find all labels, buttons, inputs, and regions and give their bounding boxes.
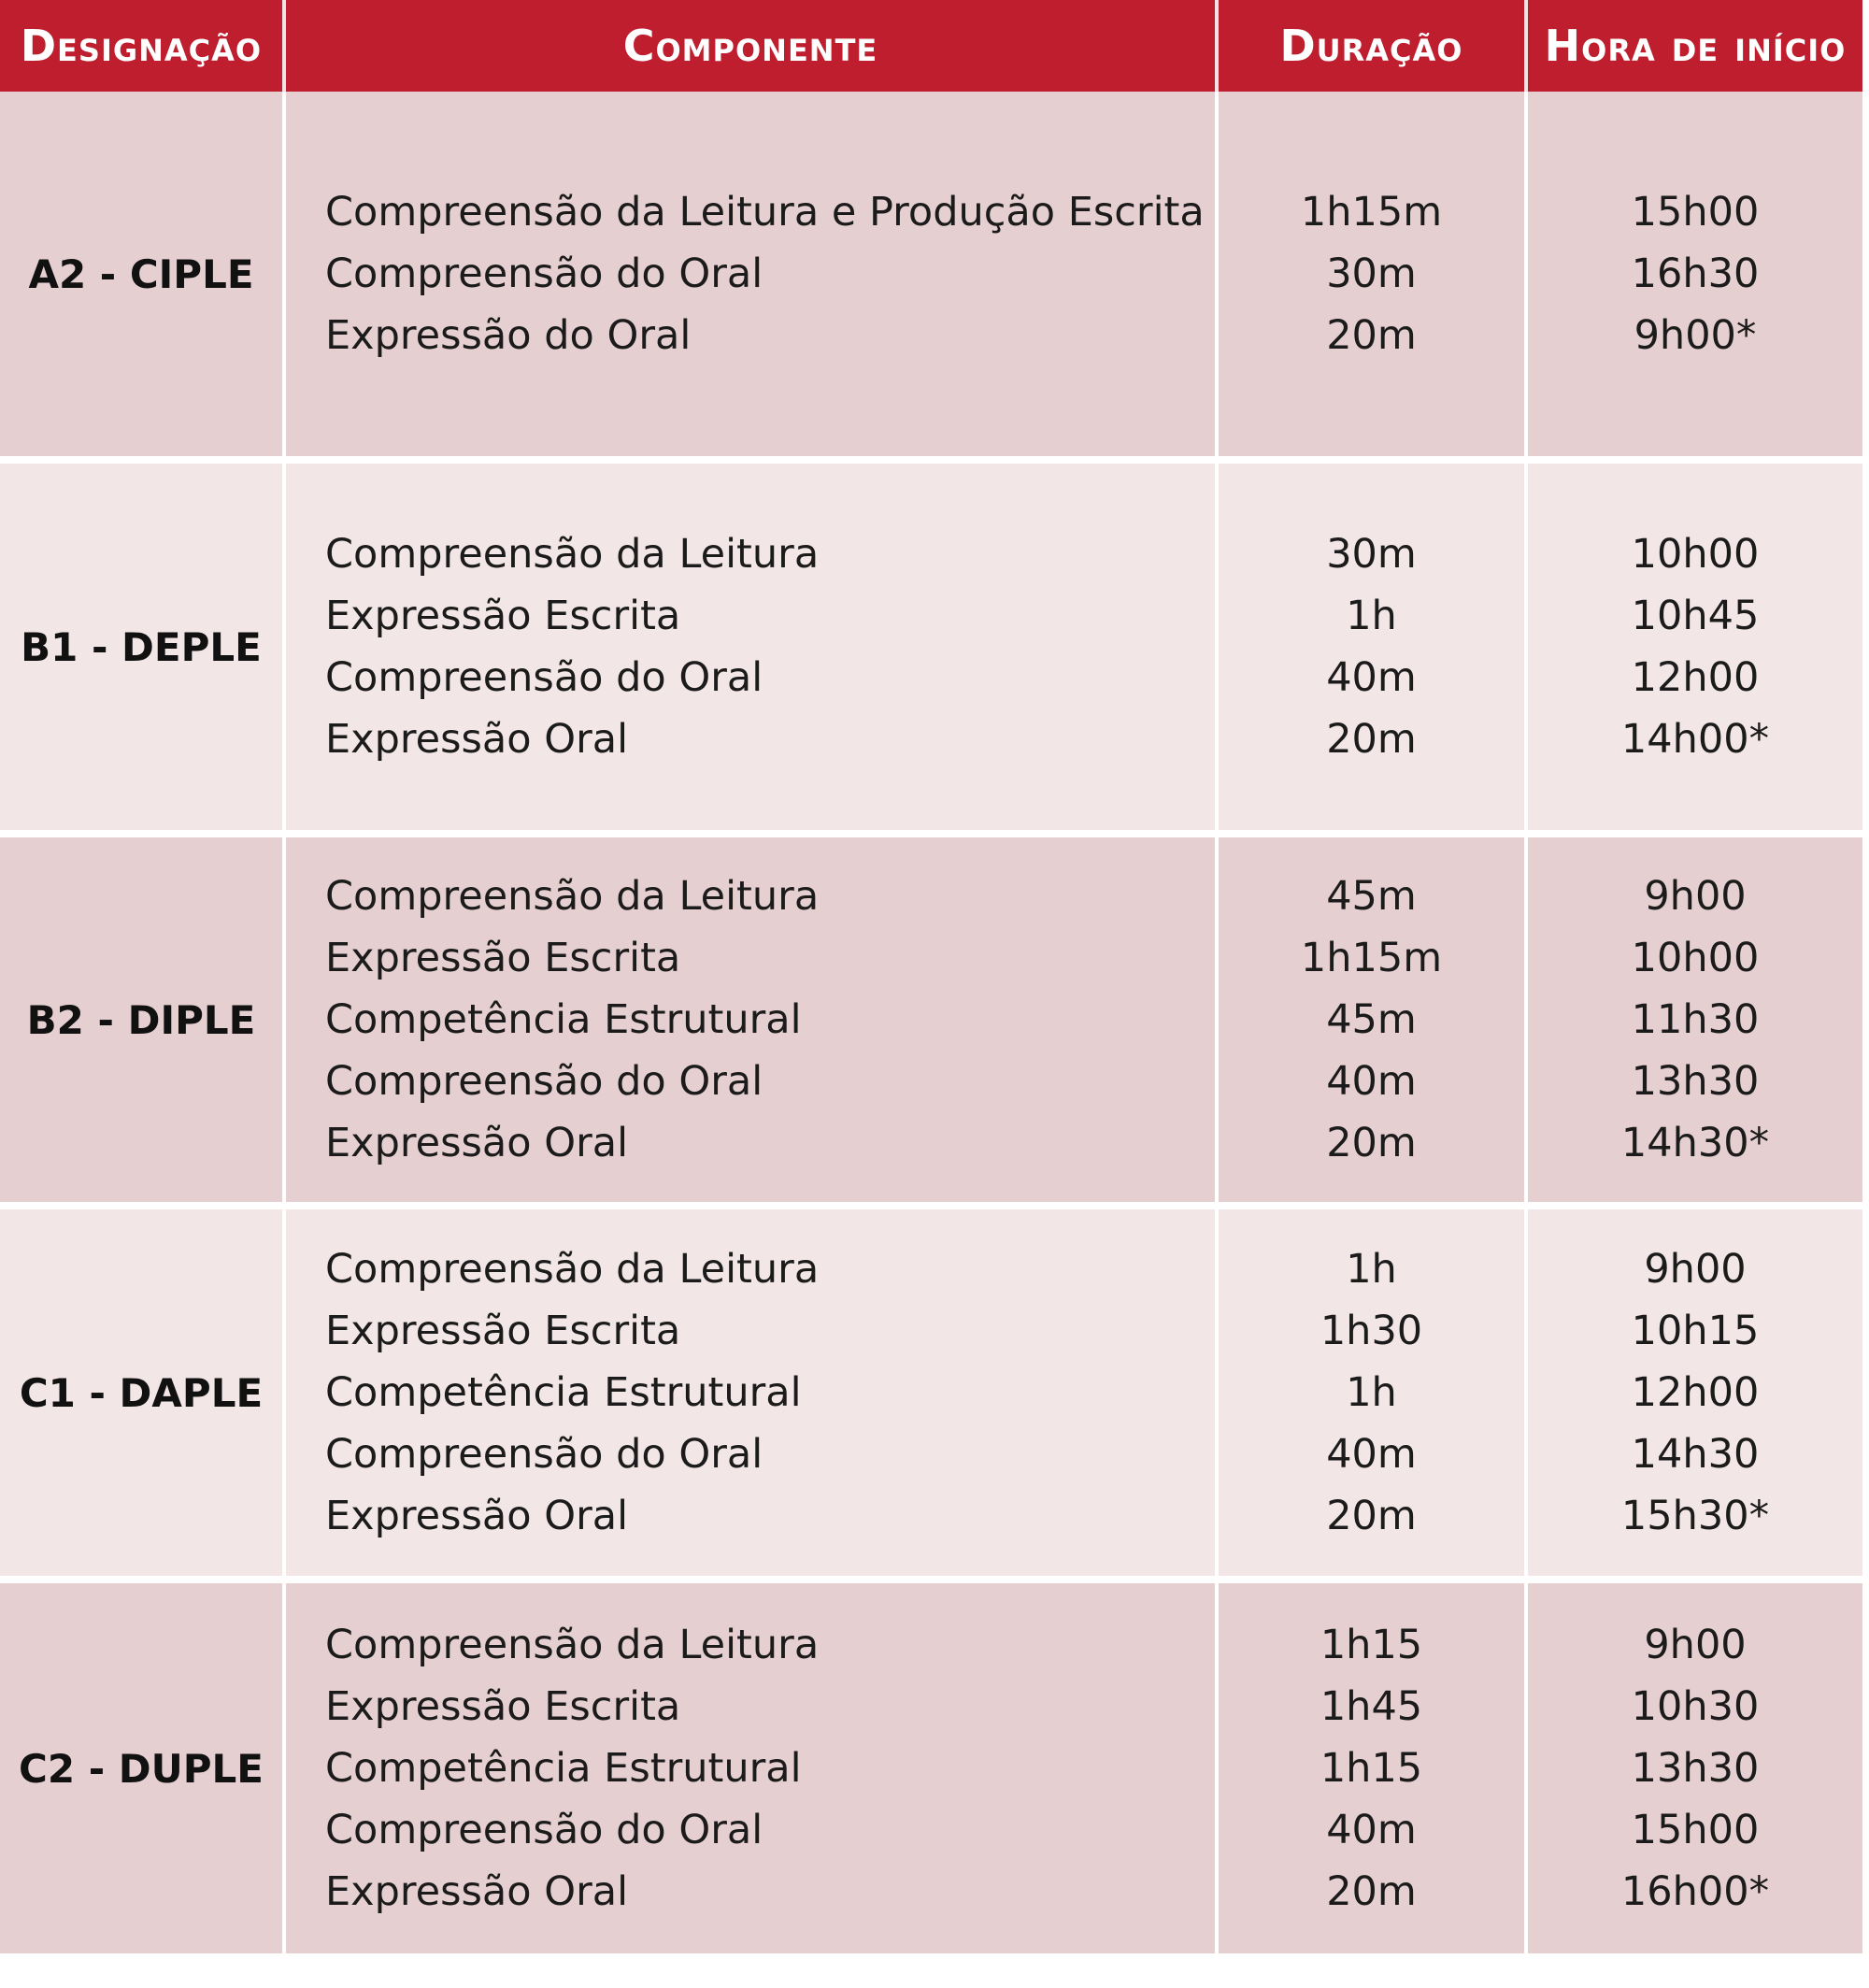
component-name: Compreensão da Leitura — [325, 1246, 820, 1293]
duration-value: 1h — [1346, 593, 1397, 639]
duration-cell — [1219, 464, 1528, 837]
duration-value: 20m — [1326, 716, 1417, 763]
start-time-value: 15h00 — [1631, 1807, 1760, 1853]
start-time-value: 16h30 — [1631, 250, 1760, 297]
component-name: Compreensão da Leitura e Produção Escrita — [325, 189, 1205, 236]
component-name: Expressão Escrita — [325, 1308, 681, 1354]
designation-cell: C1 - DAPLE — [0, 1209, 286, 1583]
duration-value: 45m — [1326, 873, 1417, 920]
start-time-value: 13h30 — [1631, 1745, 1760, 1792]
start-time-value: 10h45 — [1631, 593, 1760, 639]
duration-value: 20m — [1326, 1493, 1417, 1539]
duration-value: 40m — [1326, 654, 1417, 701]
designation-cell: B1 - DEPLE — [0, 464, 286, 837]
component-name: Competência Estrutural — [325, 996, 802, 1043]
table-row — [0, 92, 1862, 464]
component-name: Compreensão do Oral — [325, 654, 763, 701]
component-name: Compreensão da Leitura — [325, 873, 820, 920]
duration-value: 20m — [1326, 1868, 1417, 1915]
duration-cell — [1219, 92, 1528, 464]
component-name: Compreensão do Oral — [325, 1807, 763, 1853]
start-time-value: 11h30 — [1631, 996, 1760, 1043]
component-name: Expressão Oral — [325, 716, 629, 763]
duration-value: 1h45 — [1320, 1683, 1423, 1730]
start-time-cell — [1528, 1209, 1862, 1583]
duration-value: 20m — [1326, 1120, 1417, 1166]
component-name: Expressão Escrita — [325, 593, 681, 639]
start-time-value: 14h30* — [1620, 1120, 1770, 1166]
start-time-value: 9h00 — [1644, 873, 1747, 920]
designation-cell: A2 - CIPLE — [0, 92, 286, 464]
start-time-value: 15h00 — [1631, 189, 1760, 236]
duration-value: 1h15m — [1300, 189, 1443, 236]
duration-cell — [1219, 1583, 1528, 1953]
designation-cell: C2 - DUPLE — [0, 1583, 286, 1953]
start-time-value: 14h00* — [1620, 716, 1770, 763]
start-time-value: 10h30 — [1631, 1683, 1760, 1730]
component-name: Expressão Escrita — [325, 1683, 681, 1730]
duration-value: 40m — [1326, 1058, 1417, 1105]
component-name: Competência Estrutural — [325, 1369, 802, 1416]
duration-cell — [1219, 1209, 1528, 1583]
duration-value: 1h15m — [1300, 935, 1443, 981]
duration-value: 20m — [1326, 312, 1417, 359]
duration-value: 40m — [1326, 1431, 1417, 1478]
header-designation: Designação — [0, 0, 286, 92]
start-time-value: 15h30* — [1620, 1493, 1770, 1539]
component-cell — [286, 837, 1219, 1209]
component-name: Competência Estrutural — [325, 1745, 802, 1792]
component-name: Expressão Oral — [325, 1868, 629, 1915]
table-row — [0, 464, 1862, 837]
start-time-value: 10h00 — [1631, 935, 1760, 981]
start-time-value: 9h00 — [1644, 1622, 1747, 1668]
component-cell — [286, 1583, 1219, 1953]
start-time-cell — [1528, 464, 1862, 837]
designation-cell: B2 - DIPLE — [0, 837, 286, 1209]
table-row — [0, 1209, 1862, 1583]
component-name: Compreensão da Leitura — [325, 1622, 820, 1668]
duration-value: 30m — [1326, 531, 1417, 578]
table-header-row — [0, 0, 1862, 92]
component-name: Compreensão do Oral — [325, 1431, 763, 1478]
header-duration: Duração — [1219, 0, 1528, 92]
duration-cell — [1219, 837, 1528, 1209]
component-name: Compreensão do Oral — [325, 1058, 763, 1105]
component-name: Expressão Escrita — [325, 935, 681, 981]
start-time-value: 9h00* — [1634, 312, 1757, 359]
component-name: Compreensão da Leitura — [325, 531, 820, 578]
duration-value: 30m — [1326, 250, 1417, 297]
start-time-value: 10h00 — [1631, 531, 1760, 578]
start-time-value: 12h00 — [1631, 1369, 1760, 1416]
duration-value: 40m — [1326, 1807, 1417, 1853]
start-time-cell — [1528, 92, 1862, 464]
start-time-value: 10h15 — [1631, 1308, 1760, 1354]
start-time-value: 13h30 — [1631, 1058, 1760, 1105]
component-name: Compreensão do Oral — [325, 250, 763, 297]
start-time-cell — [1528, 1583, 1862, 1953]
start-time-value: 12h00 — [1631, 654, 1760, 701]
duration-value: 1h — [1346, 1246, 1397, 1293]
table-row — [0, 1583, 1862, 1953]
start-time-value: 9h00 — [1644, 1246, 1747, 1293]
duration-value: 1h15 — [1320, 1622, 1423, 1668]
duration-value: 1h — [1346, 1369, 1397, 1416]
duration-value: 45m — [1326, 996, 1417, 1043]
component-name: Expressão Oral — [325, 1120, 629, 1166]
header-start-time: Hora de início — [1528, 0, 1862, 92]
component-name: Expressão Oral — [325, 1493, 629, 1539]
duration-value: 1h30 — [1320, 1308, 1423, 1354]
table-row — [0, 837, 1862, 1209]
component-name: Expressão do Oral — [325, 312, 692, 359]
component-cell — [286, 464, 1219, 837]
component-cell — [286, 1209, 1219, 1583]
start-time-value: 16h00* — [1620, 1868, 1770, 1915]
start-time-value: 14h30 — [1631, 1431, 1760, 1478]
component-cell — [286, 92, 1219, 464]
header-component: Componente — [286, 0, 1219, 92]
duration-value: 1h15 — [1320, 1745, 1423, 1792]
start-time-cell — [1528, 837, 1862, 1209]
